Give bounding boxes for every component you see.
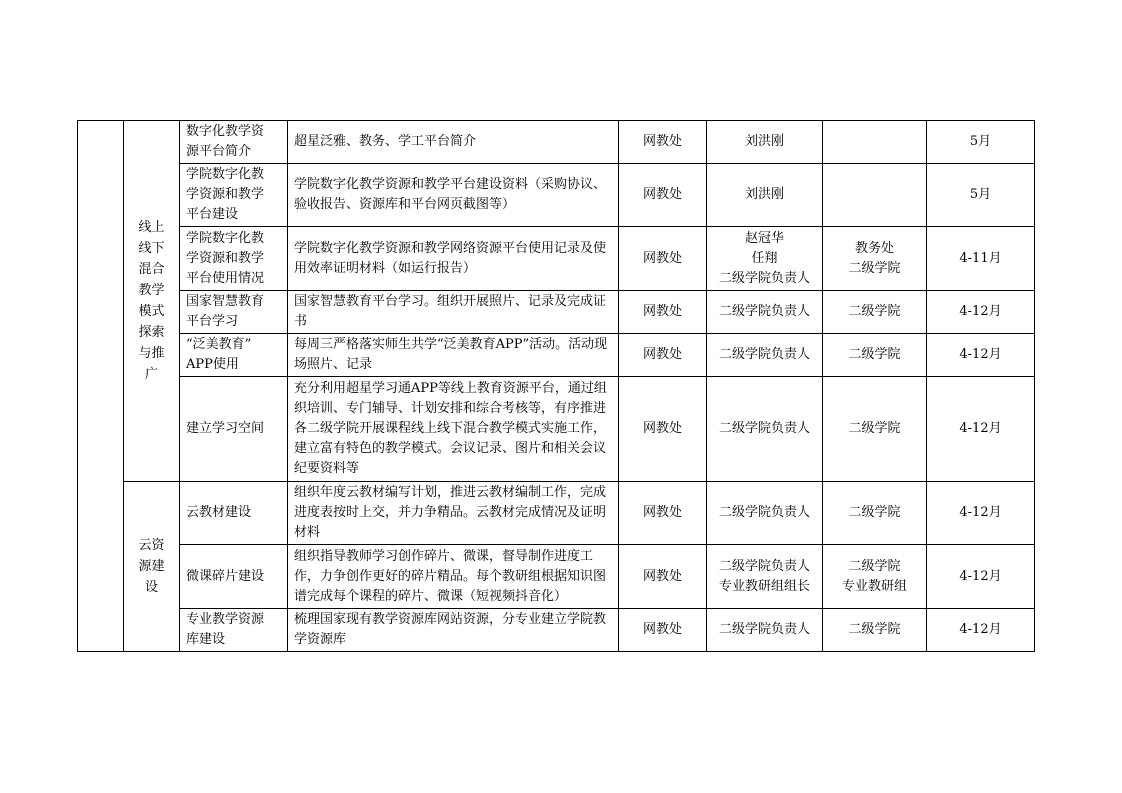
content-cell: 学院数字化教学资源和教学网络资源平台使用记录及使用效率证明材料（如运行报告）	[288, 227, 619, 291]
unit-cell: 网教处	[619, 545, 707, 609]
unit-cell: 网教处	[619, 377, 707, 482]
time-cell: 4-12月	[927, 291, 1035, 334]
time-cell: 4-11月	[927, 227, 1035, 291]
person-cell: 赵冠华 任翔 二级学院负责人	[707, 227, 823, 291]
person-cell: 二级学院负责人	[707, 377, 823, 482]
coop-cell: 二级学院	[823, 609, 927, 652]
person-cell: 刘洪刚	[707, 164, 823, 227]
unit-cell: 网教处	[619, 121, 707, 164]
group-label-cloud-resources: 云资 源建 设	[124, 482, 180, 652]
unit-cell: 网教处	[619, 164, 707, 227]
coop-cell: 二级学院	[823, 291, 927, 334]
table-row	[78, 227, 1035, 291]
time-cell: 5月	[927, 121, 1035, 164]
person-cell: 二级学院负责人 专业教研组组长	[707, 545, 823, 609]
table-row	[78, 545, 1035, 609]
person-cell: 二级学院负责人	[707, 291, 823, 334]
content-cell: 梳理国家现有教学资源库网站资源，分专业建立学院教学资源库	[288, 609, 619, 652]
table-row	[78, 334, 1035, 377]
work-plan-table	[77, 120, 1035, 652]
content-cell: 超星泛雅、教务、学工平台简介	[288, 121, 619, 164]
table-cell-blank	[78, 121, 124, 652]
unit-cell: 网教处	[619, 291, 707, 334]
coop-cell: 教务处 二级学院	[823, 227, 927, 291]
item-cell: “泛美教育” APP使用	[180, 334, 288, 377]
person-cell: 刘洪刚	[707, 121, 823, 164]
table-row	[78, 609, 1035, 652]
content-cell: 充分利用超星学习通APP等线上教育资源平台，通过组织培训、专门辅导、计划安排和综合考核等，有序推进各二级学院开展课程线上线下混合教学模式实施工作，建立富有特色的教学模式。会议记录、图片和相关会议纪要资料等	[288, 377, 619, 482]
content-cell: 每周三严格落实师生共学“泛美教育APP”活动。活动现场照片、记录	[288, 334, 619, 377]
item-cell: 国家智慧教育 平台学习	[180, 291, 288, 334]
coop-cell: 二级学院 专业教研组	[823, 545, 927, 609]
table-row	[78, 121, 1035, 164]
item-cell: 建立学习空间	[180, 377, 288, 482]
coop-cell: 二级学院	[823, 377, 927, 482]
content-cell: 学院数字化教学资源和教学平台建设资料（采购协议、验收报告、资源库和平台网页截图等）	[288, 164, 619, 227]
table-row	[78, 291, 1035, 334]
time-cell: 4-12月	[927, 545, 1035, 609]
item-cell: 专业教学资源 库建设	[180, 609, 288, 652]
item-cell: 数字化教学资 源平台简介	[180, 121, 288, 164]
unit-cell: 网教处	[619, 482, 707, 545]
person-cell: 二级学院负责人	[707, 334, 823, 377]
person-cell: 二级学院负责人	[707, 609, 823, 652]
group-label-blended-teaching: 线上 线下 混合 教学 模式 探索 与推 广	[124, 121, 180, 482]
time-cell: 4-12月	[927, 377, 1035, 482]
item-cell: 学院数字化教 学资源和教学 平台建设	[180, 164, 288, 227]
coop-cell: 二级学院	[823, 482, 927, 545]
item-cell: 云教材建设	[180, 482, 288, 545]
table-row	[78, 482, 1035, 545]
table-row	[78, 377, 1035, 482]
time-cell: 5月	[927, 164, 1035, 227]
unit-cell: 网教处	[619, 609, 707, 652]
coop-cell: 二级学院	[823, 334, 927, 377]
content-cell: 组织年度云教材编写计划，推进云教材编制工作，完成进度表按时上交，并力争精品。云教材完成情况及证明材料	[288, 482, 619, 545]
item-cell: 微课碎片建设	[180, 545, 288, 609]
time-cell: 4-12月	[927, 609, 1035, 652]
unit-cell: 网教处	[619, 227, 707, 291]
content-cell: 组织指导教师学习创作碎片、微课，督导制作进度工作，力争创作更好的碎片精品。每个教研组根据知识图谱完成每个课程的碎片、微课（短视频抖音化）	[288, 545, 619, 609]
time-cell: 4-12月	[927, 334, 1035, 377]
item-cell: 学院数字化教 学资源和教学 平台使用情况	[180, 227, 288, 291]
unit-cell: 网教处	[619, 334, 707, 377]
time-cell: 4-12月	[927, 482, 1035, 545]
content-cell: 国家智慧教育平台学习。组织开展照片、记录及完成证书	[288, 291, 619, 334]
coop-cell	[823, 164, 927, 227]
person-cell: 二级学院负责人	[707, 482, 823, 545]
table-row	[78, 164, 1035, 227]
coop-cell	[823, 121, 927, 164]
